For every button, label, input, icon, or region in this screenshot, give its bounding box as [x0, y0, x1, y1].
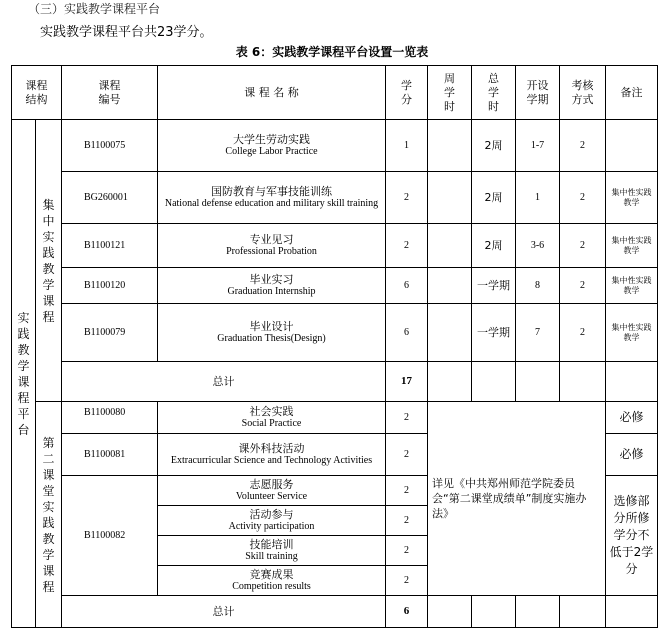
course-name — [158, 506, 386, 536]
course-name-en: Graduation Internship — [227, 286, 316, 297]
course-credits: 6 — [386, 268, 428, 304]
table-row — [12, 120, 658, 172]
course-weekly-hours — [428, 120, 472, 172]
course-credits: 1 — [386, 120, 428, 172]
course-name — [158, 224, 386, 268]
course-name-cn: 技能培训 — [249, 538, 294, 551]
course-credits: 2 — [386, 506, 428, 536]
course-name-cn: 国防教育与军事技能训练 — [211, 185, 332, 198]
header-total-hours: 总学时 — [472, 66, 516, 120]
course-semester: 1 — [516, 172, 560, 224]
course-weekly-hours — [428, 224, 472, 268]
course-credits: 2 — [386, 402, 428, 434]
course-remark — [606, 120, 658, 172]
group1-label: 集中实践教学课程 — [36, 120, 62, 402]
course-name — [158, 476, 386, 506]
header-name: 课 程 名 称 — [158, 66, 386, 120]
course-name — [158, 566, 386, 596]
course-total-hours: 2周 — [472, 120, 516, 172]
intro-text: 实践教学课程平台共23学分。 — [40, 25, 213, 40]
total-row — [12, 596, 658, 628]
platform-label: 实践教学课程平台 — [12, 120, 36, 628]
empty-cell — [560, 596, 606, 628]
course-credits: 2 — [386, 434, 428, 476]
course-remark: 集中性实践教学 — [606, 304, 658, 362]
course-code: B1100121 — [62, 224, 158, 268]
course-code: B1100120 — [62, 268, 158, 304]
group2-label: 第二课堂实践教学课程 — [36, 402, 62, 628]
header-structure: 课程结构 — [12, 66, 62, 120]
course-credits: 2 — [386, 172, 428, 224]
group2-total-label: 总计 — [62, 596, 386, 628]
course-semester: 1-7 — [516, 120, 560, 172]
header-assessment: 考核方式 — [560, 66, 606, 120]
course-code: B1100075 — [62, 120, 158, 172]
second-classroom-detail: 详见《中共郑州师范学院委员会“第二课堂成绩单”制度实施办法》 — [428, 402, 606, 596]
course-total-hours: 2周 — [472, 172, 516, 224]
table-row — [12, 268, 658, 304]
section-title: （三）实践教学课程平台 — [28, 2, 161, 16]
empty-cell — [516, 596, 560, 628]
course-credits: 6 — [386, 304, 428, 362]
course-name-cn: 社会实践 — [249, 405, 294, 418]
empty-cell — [606, 362, 658, 402]
table-row — [12, 402, 658, 434]
table-row — [12, 224, 658, 268]
course-name-cn: 竞赛成果 — [249, 568, 294, 581]
course-semester: 3-6 — [516, 224, 560, 268]
empty-cell — [428, 362, 472, 402]
table-row — [12, 172, 658, 224]
course-credits: 2 — [386, 476, 428, 506]
course-remark: 集中性实践教学 — [606, 268, 658, 304]
course-name — [158, 536, 386, 566]
course-name-en: Competition results — [232, 581, 311, 592]
course-name-en: Skill training — [245, 551, 298, 562]
empty-cell — [516, 362, 560, 402]
empty-cell — [606, 596, 658, 628]
course-name — [158, 434, 386, 476]
group1-total-label: 总计 — [62, 362, 386, 402]
header-semester: 开设学期 — [516, 66, 560, 120]
course-name-cn: 活动参与 — [249, 508, 294, 521]
course-name-cn: 大学生劳动实践 — [233, 133, 310, 146]
course-name-en: Professional Probation — [226, 246, 317, 257]
course-name — [158, 120, 386, 172]
course-semester: 7 — [516, 304, 560, 362]
course-name — [158, 402, 386, 434]
course-code: B1100079 — [62, 304, 158, 362]
course-assessment: 2 — [560, 304, 606, 362]
course-total-hours: 2周 — [472, 224, 516, 268]
course-semester: 8 — [516, 268, 560, 304]
course-name-cn: 志愿服务 — [249, 478, 294, 491]
empty-cell — [472, 362, 516, 402]
course-code: B1100081 — [62, 434, 158, 476]
course-credits: 2 — [386, 224, 428, 268]
course-name-en: Activity participation — [228, 521, 315, 532]
course-remark: 集中性实践教学 — [606, 172, 658, 224]
course-total-hours: 一学期 — [472, 304, 516, 362]
header-weekly-hours: 周学时 — [428, 66, 472, 120]
course-code: BG260001 — [62, 172, 158, 224]
course-name — [158, 268, 386, 304]
course-remark: 必修 — [606, 434, 658, 476]
course-name-cn: 课外科技活动 — [238, 442, 305, 455]
course-name-en: Graduation Thesis(Design) — [217, 333, 326, 344]
course-assessment: 2 — [560, 224, 606, 268]
total-row — [12, 362, 658, 402]
course-credits: 2 — [386, 536, 428, 566]
course-name-en: Social Practice — [241, 418, 302, 429]
group2-total-credits: 6 — [386, 596, 428, 628]
course-weekly-hours — [428, 304, 472, 362]
practice-course-table — [11, 65, 658, 628]
empty-cell — [560, 362, 606, 402]
course-name-en: National defense education and military skill training — [164, 198, 379, 209]
header-remarks: 备注 — [606, 66, 658, 120]
header-credits: 学分 — [386, 66, 428, 120]
course-name-en: College Labor Practice — [225, 146, 318, 157]
elective-remark: 选修部分所修学分不低于2学分 — [606, 476, 658, 596]
table-caption: 表 6：实践教学课程平台设置一览表 — [235, 45, 429, 59]
empty-cell — [472, 596, 516, 628]
course-name-en: Volunteer Service — [235, 491, 308, 502]
group1-total-credits: 17 — [386, 362, 428, 402]
course-assessment: 2 — [560, 172, 606, 224]
course-name — [158, 304, 386, 362]
course-name-en: Extracurricular Science and Technology Activities — [170, 455, 373, 466]
empty-cell — [428, 596, 472, 628]
course-code: B1100082 — [62, 476, 158, 596]
course-name-cn: 毕业实习 — [249, 273, 294, 286]
course-name-cn: 毕业设计 — [249, 320, 294, 333]
course-code: B1100080 — [62, 402, 158, 434]
course-weekly-hours — [428, 268, 472, 304]
course-name-cn: 专业见习 — [249, 233, 294, 246]
course-assessment: 2 — [560, 120, 606, 172]
table-row — [12, 304, 658, 362]
header-code: 课程编号 — [62, 66, 158, 120]
course-remark: 集中性实践教学 — [606, 224, 658, 268]
course-credits: 2 — [386, 566, 428, 596]
course-weekly-hours — [428, 172, 472, 224]
course-total-hours: 一学期 — [472, 268, 516, 304]
course-name — [158, 172, 386, 224]
header-row — [12, 66, 658, 120]
course-assessment: 2 — [560, 268, 606, 304]
course-remark: 必修 — [606, 402, 658, 434]
